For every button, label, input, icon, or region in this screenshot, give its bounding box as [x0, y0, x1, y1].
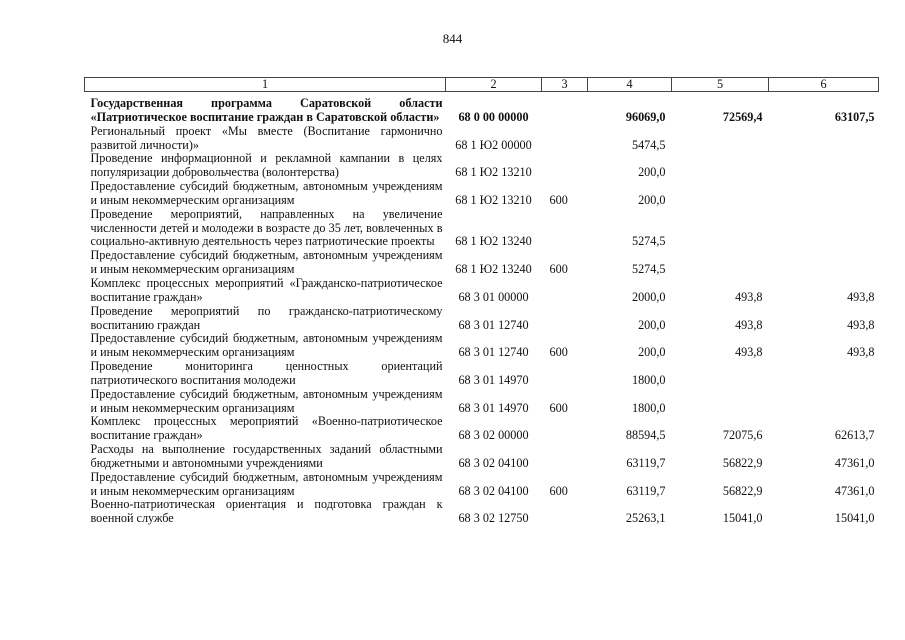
row-code: 68 3 02 04100 — [458, 455, 529, 470]
row-code: 68 3 02 04100 — [458, 483, 529, 498]
row-code: 68 1 Ю2 13240 — [455, 262, 532, 277]
row-description: Предоставление субсидий бюджетным, автономным учреждениям и иным некоммерческим организациям — [90, 331, 443, 360]
row-value-col6: 47361,0 — [834, 483, 875, 498]
row-description: Предоставление субсидий бюджетным, автономным учреждениям и иным некоммерческим организациям — [90, 469, 443, 498]
row-description: Расходы на выполнение государственных заданий областными бюджетными и автономными учреждениями — [90, 442, 443, 470]
row-code: 68 1 Ю2 13210 — [455, 165, 532, 180]
row-code: 68 3 01 12740 — [458, 317, 529, 332]
row-value-col5: 493,8 — [735, 289, 763, 304]
row-value-col4: 1800,0 — [631, 372, 666, 387]
row-value-col5 — [672, 208, 769, 250]
row-code: 68 3 02 00000 — [458, 428, 529, 443]
table-row — [85, 498, 879, 526]
row-value-col6: 15041,0 — [834, 511, 875, 526]
table-row — [85, 471, 879, 499]
row-code: 68 3 02 12750 — [458, 511, 529, 526]
row-expense-type — [542, 92, 588, 125]
row-expense-type — [542, 360, 588, 388]
row-value-col4: 200,0 — [638, 317, 666, 332]
row-expense-type — [542, 498, 588, 526]
row-value-col6 — [769, 388, 879, 416]
table-row — [85, 152, 879, 180]
header-col-5: 5 — [672, 78, 769, 92]
row-value-col4: 63119,7 — [626, 483, 666, 498]
table-row — [85, 180, 879, 208]
row-expense-type: 600 — [549, 345, 568, 360]
row-expense-type — [542, 305, 588, 333]
header-col-4: 4 — [588, 78, 672, 92]
header-col-1: 1 — [85, 78, 446, 92]
table-row — [85, 360, 879, 388]
row-expense-type — [542, 277, 588, 305]
table-header — [85, 78, 879, 92]
row-value-col5: 56822,9 — [722, 455, 763, 470]
header-col-6: 6 — [769, 78, 879, 92]
row-value-col6 — [769, 152, 879, 180]
table-body — [85, 92, 879, 527]
row-code: 68 3 01 12740 — [458, 345, 529, 360]
row-value-col6: 47361,0 — [834, 455, 875, 470]
row-code: 68 3 01 00000 — [458, 289, 529, 304]
row-expense-type: 600 — [549, 400, 568, 415]
row-expense-type — [542, 443, 588, 471]
table-row — [85, 208, 879, 250]
header-col-3: 3 — [542, 78, 588, 92]
row-value-col5 — [672, 180, 769, 208]
header-col-2: 2 — [446, 78, 542, 92]
row-value-col4: 5274,5 — [631, 262, 666, 277]
row-description: Комплекс процессных мероприятий «Военно-патриотическое воспитание граждан» — [90, 414, 443, 443]
table-row — [85, 388, 879, 416]
row-value-col5: 15041,0 — [722, 511, 763, 526]
table-row — [85, 332, 879, 360]
table-row — [85, 277, 879, 305]
row-value-col5 — [672, 152, 769, 180]
row-value-col5 — [672, 360, 769, 388]
row-value-col4: 1800,0 — [631, 400, 666, 415]
table-row — [85, 415, 879, 443]
row-description: Региональный проект «Мы вместе (Воспитание гармонично развитой личности)» — [90, 123, 443, 152]
row-expense-type — [542, 208, 588, 250]
row-expense-type: 600 — [549, 262, 568, 277]
row-code: 68 1 Ю2 13240 — [455, 234, 532, 249]
row-expense-type — [542, 152, 588, 180]
row-value-col6 — [769, 125, 879, 153]
row-description: Комплекс процессных мероприятий «Гражданско-патриотическое воспитание граждан» — [90, 275, 443, 304]
row-value-col6 — [769, 249, 879, 277]
row-value-col5: 56822,9 — [722, 483, 763, 498]
row-value-col6: 493,8 — [847, 317, 875, 332]
row-code: 68 1 Ю2 00000 — [455, 137, 532, 152]
row-value-col6: 493,8 — [847, 289, 875, 304]
row-value-col6: 493,8 — [847, 345, 875, 360]
row-description: Проведение мероприятий, направленных на увеличение численности детей и молодежи в возрасте до 35 лет, вовлеченных в социально-активную деятельность через патриотические проекты — [90, 206, 443, 249]
row-description: Проведение мониторинга ценностных ориентаций патриотического воспитания молодежи — [90, 359, 443, 387]
row-value-col6 — [769, 360, 879, 388]
row-expense-type — [542, 125, 588, 153]
row-value-col6: 63107,5 — [834, 109, 875, 124]
row-description: Проведение информационной и рекламной кампании в целях популяризации добровольчества (волонтерства) — [90, 151, 443, 180]
row-description: Государственная программа Саратовской области «Патриотическое воспитание граждан в Саратовской области» — [90, 96, 443, 124]
row-value-col4: 96069,0 — [625, 109, 666, 124]
row-value-col4: 63119,7 — [626, 455, 666, 470]
row-description: Проведение мероприятий по гражданско-патриотическому воспитанию граждан — [90, 303, 443, 332]
row-code: 68 3 01 14970 — [458, 372, 529, 387]
row-value-col4: 200,0 — [638, 165, 666, 180]
budget-table — [84, 77, 879, 526]
row-value-col4: 2000,0 — [631, 289, 666, 304]
page-number: 844 — [442, 31, 463, 46]
row-value-col5: 493,8 — [735, 345, 763, 360]
row-value-col4: 200,0 — [638, 345, 666, 360]
row-value-col5: 493,8 — [735, 317, 763, 332]
row-expense-type: 600 — [549, 483, 568, 498]
row-description: Предоставление субсидий бюджетным, автономным учреждениям и иным некоммерческим организациям — [90, 179, 443, 207]
table-row — [85, 249, 879, 277]
row-value-col5: 72075,6 — [722, 428, 763, 443]
row-code: 68 1 Ю2 13210 — [455, 192, 532, 207]
row-value-col4: 5474,5 — [631, 137, 666, 152]
row-value-col6: 62613,7 — [834, 428, 875, 443]
row-description: Военно-патриотическая ориентация и подготовка граждан к военной службе — [90, 497, 443, 526]
table-row — [85, 305, 879, 333]
row-value-col6 — [769, 180, 879, 208]
row-value-col5 — [672, 125, 769, 153]
row-value-col4: 88594,5 — [625, 428, 666, 443]
row-expense-type — [542, 415, 588, 443]
row-description: Предоставление субсидий бюджетным, автономным учреждениям и иным некоммерческим организациям — [90, 248, 443, 277]
table-row — [85, 125, 879, 153]
row-value-col5 — [672, 249, 769, 277]
row-description: Предоставление субсидий бюджетным, автономным учреждениям и иным некоммерческим организациям — [90, 386, 443, 415]
row-value-col4: 200,0 — [638, 192, 666, 207]
row-value-col6 — [769, 208, 879, 250]
row-value-col5: 72569,4 — [722, 109, 763, 124]
row-code: 68 0 00 00000 — [458, 109, 529, 124]
row-expense-type: 600 — [549, 192, 568, 207]
row-value-col4: 25263,1 — [625, 511, 666, 526]
row-code: 68 3 01 14970 — [458, 400, 529, 415]
row-value-col4: 5274,5 — [631, 234, 666, 249]
table-row — [85, 443, 879, 471]
row-value-col5 — [672, 388, 769, 416]
table-row — [85, 92, 879, 125]
